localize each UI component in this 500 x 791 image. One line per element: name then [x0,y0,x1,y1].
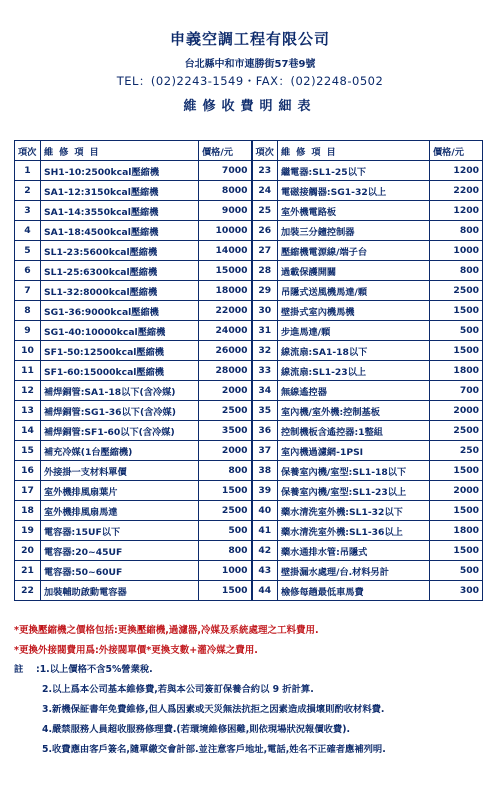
item-name-cell: 補焊銅管:SF1-60以下(含冷媒) [41,421,199,441]
item-no-cell: 28 [252,261,278,281]
item-no-cell: 22 [15,581,41,601]
table-row [15,281,483,301]
table-row [15,481,483,501]
item-name-cell: 電容器:15UF以下 [41,521,199,541]
item-no-cell: 41 [252,521,278,541]
item-no-cell: 39 [252,481,278,501]
item-no-cell: 17 [15,481,41,501]
header-price: 價格/元 [430,141,483,161]
item-name-cell: SL1-25:6300kcal壓縮機 [41,261,199,281]
item-price-cell: 1500 [430,341,483,361]
item-name-cell: 電磁接觸器:SG1-32以上 [278,181,430,201]
item-name-cell: SF1-60:15000kcal壓縮機 [41,361,199,381]
item-name-cell: 補焊銅管:SA1-18以下(含冷媒) [41,381,199,401]
item-name-cell: 室外機電路板 [278,201,430,221]
header-name: 維修項目 [41,141,199,161]
item-no-cell: 38 [252,461,278,481]
remark-item: 5.收費應由客戶簽名,隨單繳交會計部.並注意客戶地址,電話,姓名不正確者應補列明. [42,744,386,755]
item-price-cell: 800 [199,541,252,561]
item-name-cell: 室內機/室外機:控制基板 [278,401,430,421]
item-price-cell: 1500 [199,481,252,501]
item-name-cell: 補充冷媒(1台壓縮機) [41,441,199,461]
item-price-cell: 18000 [199,281,252,301]
item-no-cell: 12 [15,381,41,401]
item-price-cell: 1500 [430,301,483,321]
item-price-cell: 250 [430,441,483,461]
item-name-cell: 無線遙控器 [278,381,430,401]
item-no-cell: 43 [252,561,278,581]
item-no-cell: 6 [15,261,41,281]
item-price-cell: 24000 [199,321,252,341]
item-price-cell: 14000 [199,241,252,261]
item-price-cell: 1500 [430,501,483,521]
item-price-cell: 500 [199,521,252,541]
item-price-cell: 3500 [199,421,252,441]
remark-item [14,660,482,680]
header-no: 項次 [15,141,41,161]
item-price-cell: 500 [430,561,483,581]
item-no-cell: 29 [252,281,278,301]
item-no-cell: 21 [15,561,41,581]
item-name-cell: SL1-23:5600kcal壓縮機 [41,241,199,261]
item-name-cell: 步進馬達/顆 [278,321,430,341]
item-name-cell: SA1-18:4500kcal壓縮機 [41,221,199,241]
item-price-cell: 2000 [430,481,483,501]
item-price-cell: 2500 [430,281,483,301]
item-no-cell: 5 [15,241,41,261]
item-price-cell: 1500 [430,541,483,561]
item-name-cell: 保養室內機/室型:SL1-23以上 [278,481,430,501]
item-no-cell: 25 [252,201,278,221]
item-price-cell: 300 [430,581,483,601]
company-address: 台北縣中和市連勝街57巷9號 [184,59,316,70]
item-name-cell: 控制機板含遙控器:1整組 [278,421,430,441]
item-no-cell: 31 [252,321,278,341]
table-row [15,421,483,441]
item-price-cell: 1200 [430,201,483,221]
item-name-cell: 室外機排風扇馬達 [41,501,199,521]
item-no-cell: 34 [252,381,278,401]
item-name-cell: 藥水清洗室外機:SL1-32以下 [278,501,430,521]
item-price-cell: 2000 [430,401,483,421]
item-no-cell: 13 [15,401,41,421]
item-price-cell: 700 [430,381,483,401]
item-no-cell: 11 [15,361,41,381]
price-table [14,140,483,601]
item-name-cell: SG1-40:10000kcal壓縮機 [41,321,199,341]
item-no-cell: 36 [252,421,278,441]
item-no-cell: 18 [15,501,41,521]
company-name: 申義空調工程有限公司 [169,30,330,48]
table-row [15,441,483,461]
item-no-cell: 10 [15,341,41,361]
header-price: 價格/元 [199,141,252,161]
remark-label: 註 [14,664,24,675]
item-price-cell: 1500 [199,581,252,601]
item-price-cell: 800 [430,261,483,281]
item-price-cell: 2000 [199,381,252,401]
table-body [15,161,483,601]
header-no: 項次 [252,141,278,161]
item-name-cell: 外接掛一支材料單價 [41,461,199,481]
note-valve: *更換外接閥費用爲:外接閥單價*更換支數+灌冷媒之費用. [14,645,258,656]
table-row [15,501,483,521]
item-no-cell: 33 [252,361,278,381]
item-name-cell: 加裝輔助啟動電容器 [41,581,199,601]
item-no-cell: 26 [252,221,278,241]
item-price-cell: 28000 [199,361,252,381]
item-name-cell: 繼電器:SL1-25以下 [278,161,430,181]
item-no-cell: 20 [15,541,41,561]
table-row [15,381,483,401]
header-name: 維修項目 [278,141,430,161]
item-no-cell: 23 [252,161,278,181]
table-row [15,461,483,481]
table-row [15,541,483,561]
item-price-cell: 9000 [199,201,252,221]
item-no-cell: 19 [15,521,41,541]
item-name-cell: 壁掛漏水處理/台.材料另計 [278,561,430,581]
item-no-cell: 30 [252,301,278,321]
item-no-cell: 9 [15,321,41,341]
item-price-cell: 15000 [199,261,252,281]
item-no-cell: 3 [15,201,41,221]
item-name-cell: 線流扇:SL1-23以上 [278,361,430,381]
table-row [15,561,483,581]
item-name-cell: 電容器:50~60UF [41,561,199,581]
item-name-cell: 電容器:20~45UF [41,541,199,561]
remark-item: 4.嚴禁服務人員超收服務修理費.(若環境維修困難,則依現場狀況報價收費). [42,724,351,735]
item-price-cell: 1000 [430,241,483,261]
item-name-cell: 補焊銅管:SG1-36以下(含冷媒) [41,401,199,421]
remark-text: :1.以上價格不含5%營業稅. [36,664,153,675]
table-row [15,301,483,321]
item-price-cell: 1200 [430,161,483,181]
table-row [15,201,483,221]
item-name-cell: SL1-32:8000kcal壓縮機 [41,281,199,301]
item-no-cell: 14 [15,421,41,441]
table-row [15,181,483,201]
item-no-cell: 8 [15,301,41,321]
table-row [15,341,483,361]
item-name-cell: 室內機過濾網-1PSI [278,441,430,461]
item-name-cell: SG1-36:9000kcal壓縮機 [41,301,199,321]
item-name-cell: 藥水清洗室外機:SL1-36以上 [278,521,430,541]
item-price-cell: 8000 [199,181,252,201]
item-name-cell: 加裝三分鐘控制器 [278,221,430,241]
item-price-cell: 26000 [199,341,252,361]
item-no-cell: 42 [252,541,278,561]
item-price-cell: 1000 [199,561,252,581]
item-name-cell: 藥水通排水管:吊隱式 [278,541,430,561]
item-price-cell: 800 [199,461,252,481]
item-price-cell: 2500 [199,501,252,521]
item-price-cell: 2000 [199,441,252,461]
table-row [15,221,483,241]
item-price-cell: 2200 [430,181,483,201]
item-no-cell: 15 [15,441,41,461]
item-no-cell: 16 [15,461,41,481]
item-price-cell: 500 [430,321,483,341]
table-row [15,161,483,181]
remark-item: 3.新機保証書年免費維修,但人爲因素或天災無法抗拒之因素造成損壞則酌收材料費. [42,704,385,715]
item-name-cell: SF1-50:12500kcal壓縮機 [41,341,199,361]
item-name-cell: 壓縮機電源線/端子台 [278,241,430,261]
table-row [15,361,483,381]
remark-item: 2.以上爲本公司基本維修費,若與本公司簽訂保養合約以 9 折計算. [42,684,314,695]
table-row [15,321,483,341]
item-no-cell: 2 [15,181,41,201]
item-no-cell: 40 [252,501,278,521]
item-price-cell: 10000 [199,221,252,241]
table-header-row [15,141,483,161]
item-name-cell: SH1-10:2500kcal壓縮機 [41,161,199,181]
item-name-cell: 壁掛式室內機馬機 [278,301,430,321]
item-no-cell: 4 [15,221,41,241]
item-name-cell: 保養室內機/室型:SL1-18以下 [278,461,430,481]
item-no-cell: 37 [252,441,278,461]
item-name-cell: 吊隱式送風機馬達/顆 [278,281,430,301]
item-price-cell: 2500 [430,421,483,441]
item-price-cell: 800 [430,221,483,241]
item-name-cell: 檢修每趟最低車馬費 [278,581,430,601]
item-name-cell: 室外機排風扇葉片 [41,481,199,501]
item-no-cell: 7 [15,281,41,301]
item-price-cell: 1800 [430,521,483,541]
item-price-cell: 1800 [430,361,483,381]
table-row [15,401,483,421]
item-price-cell: 2500 [199,401,252,421]
note-compressor: *更換壓縮機之價格包括:更換壓縮機,過濾器,冷媒及系統處理之工料費用. [14,625,319,636]
item-name-cell: 過載保護開關 [278,261,430,281]
remarks [14,660,482,760]
item-price-cell: 7000 [199,161,252,181]
table-row [15,261,483,281]
item-name-cell: 線流扇:SA1-18以下 [278,341,430,361]
item-no-cell: 27 [252,241,278,261]
item-no-cell: 24 [252,181,278,201]
item-price-cell: 22000 [199,301,252,321]
company-contact: TEL：(02)2243-1549・FAX：(02)2248-0502 [116,74,384,88]
document-title: 維修收費明細表 [183,99,317,114]
item-price-cell: 1500 [430,461,483,481]
item-no-cell: 35 [252,401,278,421]
table-row [15,241,483,261]
item-no-cell: 1 [15,161,41,181]
item-name-cell: SA1-12:3150kcal壓縮機 [41,181,199,201]
table-row [15,521,483,541]
item-no-cell: 44 [252,581,278,601]
item-no-cell: 32 [252,341,278,361]
table-row [15,581,483,601]
item-name-cell: SA1-14:3550kcal壓縮機 [41,201,199,221]
